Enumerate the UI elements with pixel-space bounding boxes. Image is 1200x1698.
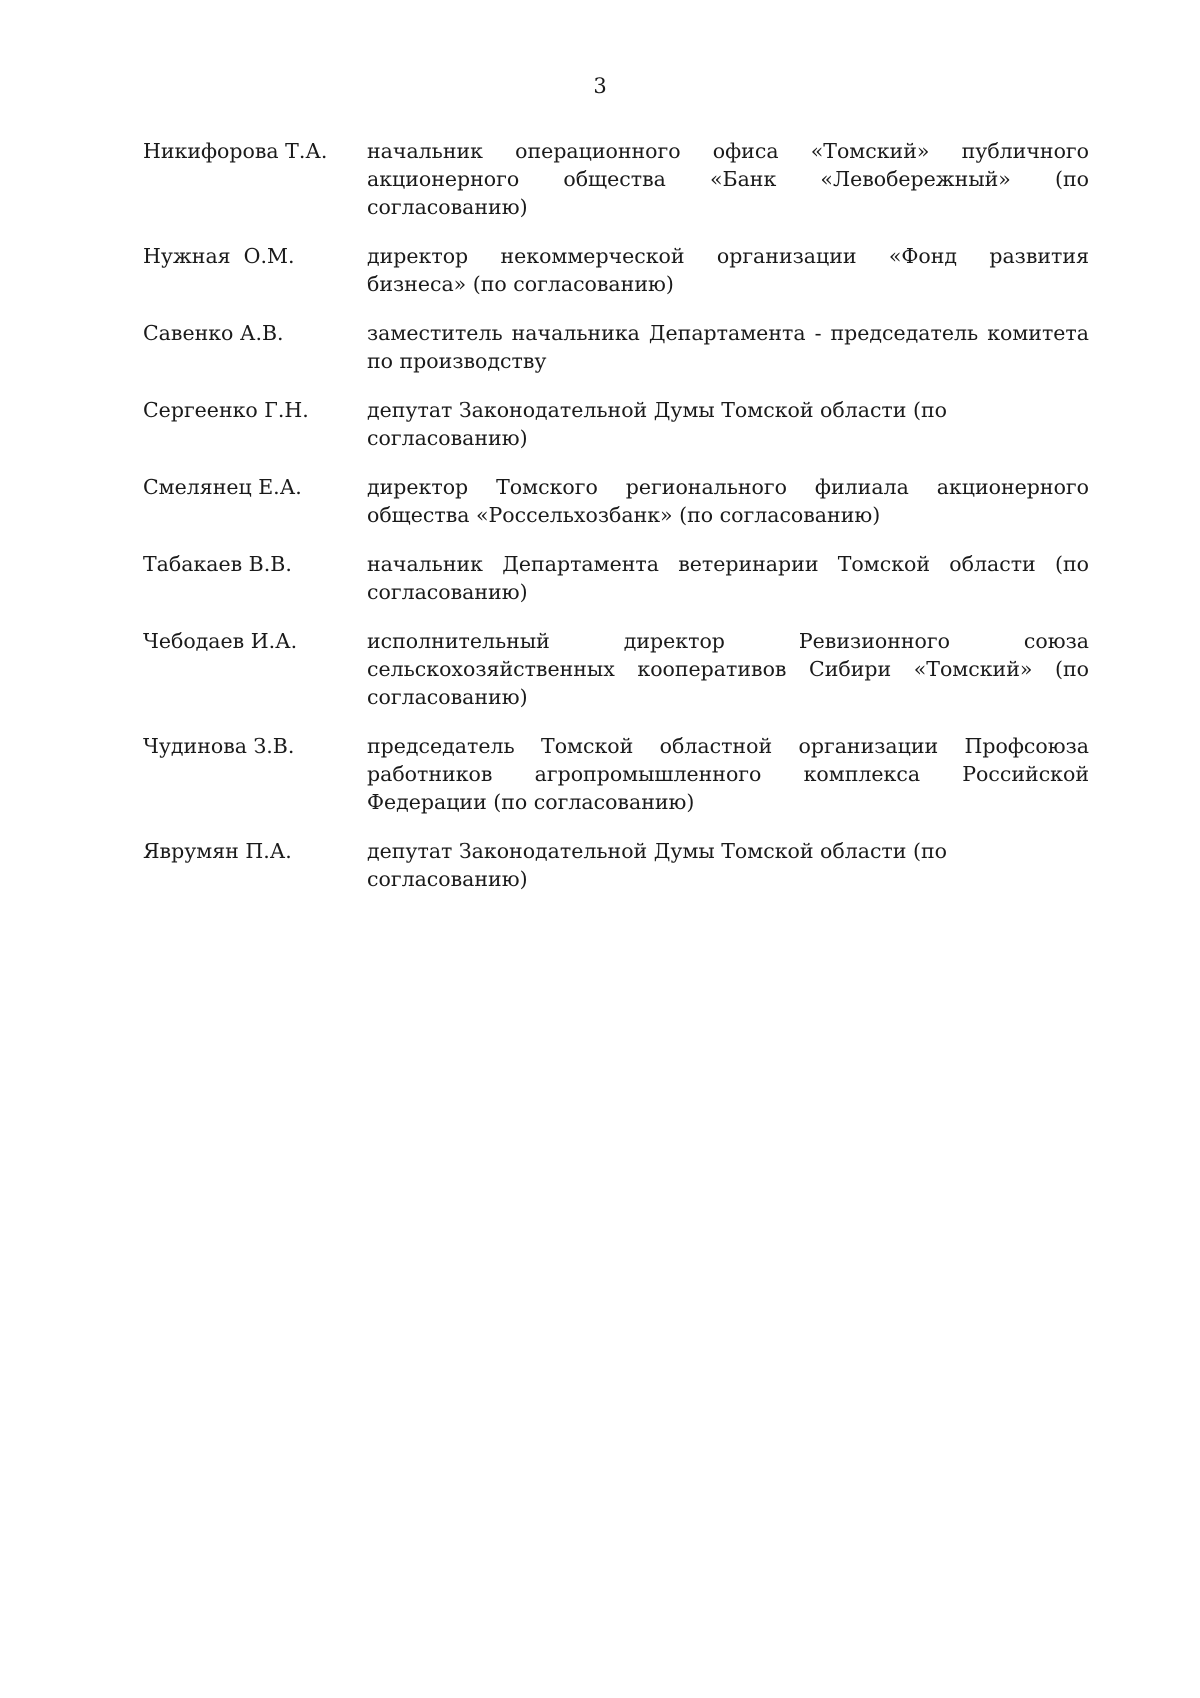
- member-name: Савенко А.В.: [143, 321, 284, 345]
- member-position: директор Томского регионального филиала акционерного общества «Россельхозбанк» (по согласованию): [367, 475, 1089, 527]
- member-row: [143, 732, 1089, 816]
- member-row: [143, 137, 1089, 221]
- member-row: [143, 837, 1089, 893]
- member-row: [143, 396, 1089, 452]
- member-name: Нужная О.М.: [143, 244, 295, 268]
- member-row: [143, 242, 1089, 298]
- member-row: [143, 627, 1089, 711]
- member-row: [143, 550, 1089, 606]
- member-row: [143, 473, 1089, 529]
- member-position: начальник Департамента ветеринарии Томской области (по согласованию): [367, 552, 1089, 604]
- member-position: директор некоммерческой организации «Фонд развития бизнеса» (по согласованию): [367, 244, 1089, 296]
- member-name: Яврумян П.А.: [143, 839, 292, 863]
- member-position: депутат Законодательной Думы Томской области (по согласованию): [367, 839, 947, 891]
- member-position: начальник операционного офиса «Томский» публичного акционерного общества «Банк «Левобережный» (по согласованию): [367, 139, 1089, 219]
- page-number: 3: [593, 74, 607, 98]
- members-list: [143, 137, 1089, 914]
- member-position: заместитель начальника Департамента - председатель комитета по производству: [367, 321, 1089, 373]
- member-position: депутат Законодательной Думы Томской области (по согласованию): [367, 398, 947, 450]
- member-position: исполнительный директор Ревизионного союза сельскохозяйственных кооперативов Сибири «Томский» (по согласованию): [367, 629, 1089, 709]
- member-position: председатель Томской областной организации Профсоюза работников агропромышленного комплекса Российской Федерации (по согласованию): [367, 734, 1089, 814]
- member-name: Смелянец Е.А.: [143, 475, 302, 499]
- member-name: Чудинова З.В.: [143, 734, 295, 758]
- member-name: Никифорова Т.А.: [143, 139, 328, 163]
- member-row: [143, 319, 1089, 375]
- member-name: Чебодаев И.А.: [143, 629, 298, 653]
- member-name: Табакаев В.В.: [143, 552, 292, 576]
- member-name: Сергеенко Г.Н.: [143, 398, 309, 422]
